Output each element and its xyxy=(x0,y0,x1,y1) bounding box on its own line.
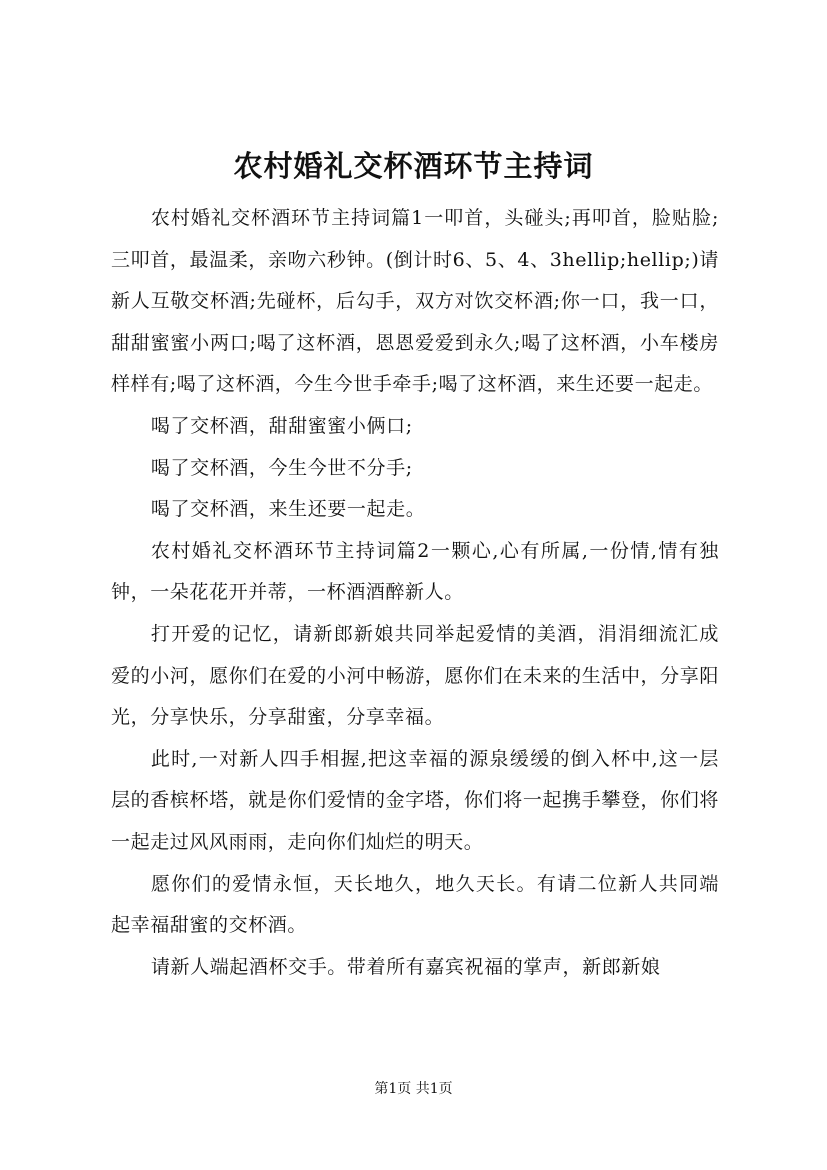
paragraph-6: 打开爱的记忆，请新郎新娘共同举起爱情的美酒，涓涓细流汇成爱的小河，愿你们在爱的小河中畅游，愿你们在未来的生活中，分享阳光，分享快乐，分享甜蜜，分享幸福。 xyxy=(111,622,719,729)
paragraph-8: 愿你们的爱情永恒，天长地久，地久天长。有请二位新人共同端起幸福甜蜜的交杯酒。 xyxy=(111,872,719,937)
paragraph-7: 此时,一对新人四手相握,把这幸福的源泉缓缓的倒入杯中,这一层层的香槟杯塔，就是你们爱情的金字塔，你们将一起携手攀登，你们将一起走过风风雨雨，走向你们灿烂的明天。 xyxy=(111,747,719,853)
paragraph-5: 农村婚礼交杯酒环节主持词篇2一颗心,心有所属,一份情,情有独钟，一朵花花开并蒂，一杯酒酒醉新人。 xyxy=(111,539,719,604)
document-title: 农村婚礼交杯酒环节主持词 xyxy=(233,149,594,183)
document-body xyxy=(111,198,719,988)
page-footer: 第1页 共1页 xyxy=(374,1081,453,1097)
paragraph-3: 喝了交杯酒，今生今世不分手; xyxy=(150,456,413,479)
paragraph-1: 农村婚礼交杯酒环节主持词篇1一叩首，头碰头;再叩首，脸贴脸;三叩首，最温柔，亲吻六秒钟。(倒计时6、5、4、3hellip;hellip;)请新人互敬交杯酒;先碰杯，后勾手，双方对饮交杯酒;你一口，我一口，甜甜蜜蜜小两口;喝了这杯酒，恩恩爱爱到永久;喝了这杯酒，小车楼房样样有;喝了这杯酒，今生今世手牵手;喝了这杯酒，来生还要一起走。 xyxy=(111,207,719,396)
paragraph-9: 请新人端起酒杯交手。带着所有嘉宾祝福的掌声，新郎新娘 xyxy=(150,955,661,978)
paragraph-4: 喝了交杯酒，来生还要一起走。 xyxy=(150,498,426,521)
paragraph-2: 喝了交杯酒，甜甜蜜蜜小俩口; xyxy=(150,414,413,437)
